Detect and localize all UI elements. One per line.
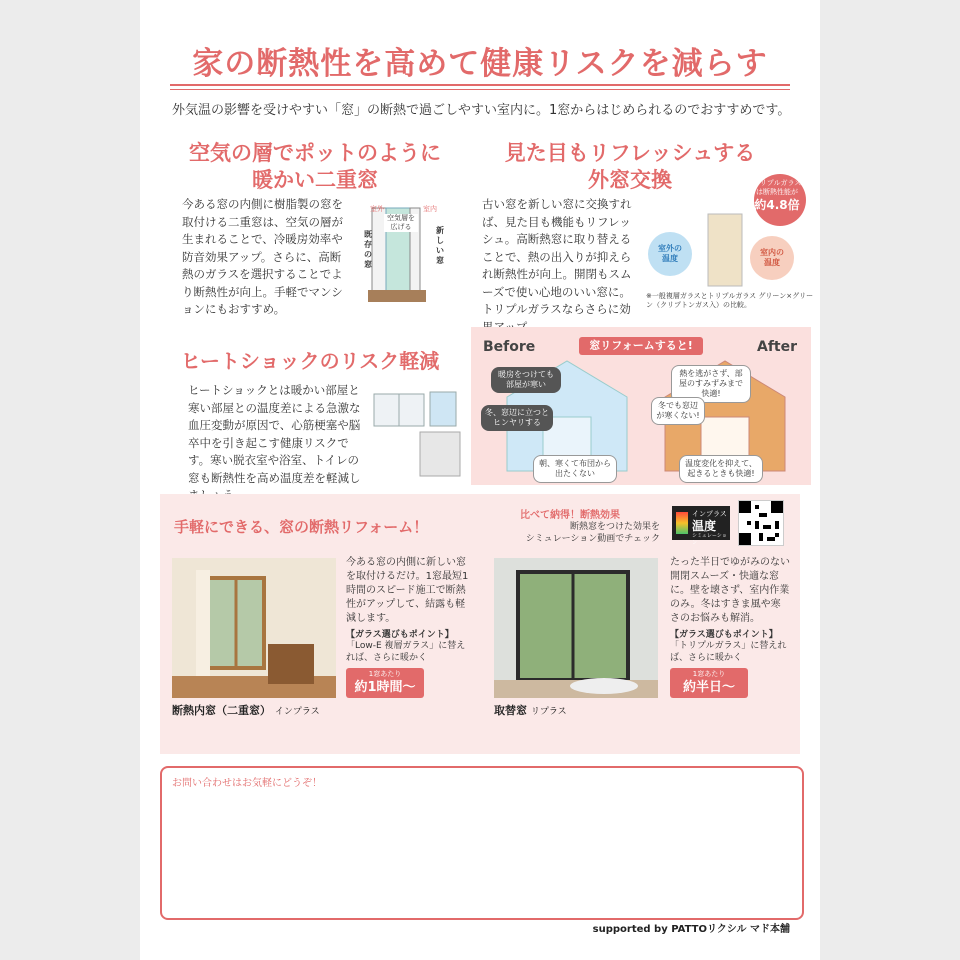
- inner-window-badge-small: 1窓あたり: [368, 670, 402, 678]
- before-after-panel: [471, 327, 811, 485]
- sec2-heading-line1: 見た目もリフレッシュする: [504, 141, 756, 165]
- replacement-window-point-body: 「トリプルガラス」に替えれば、さらに暖かく: [670, 641, 787, 663]
- outside-temp-label: 室外の温度: [658, 244, 682, 263]
- before-bubble-3: 朝、寒くて布団から出たくない: [533, 455, 617, 483]
- glass-comparison-note: ※一般複層ガラスとトリプルガラス グリーン×グリーン（クリプトンガス入）の比較。: [646, 292, 814, 309]
- label-new-window: 新しい窓: [436, 226, 444, 265]
- inner-window-caption: [172, 702, 320, 718]
- label-old-window: 既存の窓: [364, 230, 372, 269]
- inner-window-point: 【ガラス選びもポイント】: [346, 630, 454, 640]
- compare-sub-line1: 断熱窓をつけた効果を: [569, 522, 660, 532]
- after-bubble-3: 温度変化を抑えて、起きるときも快適!: [679, 455, 763, 483]
- compare-subtext: [500, 521, 660, 545]
- title-rule-bottom: [170, 89, 790, 90]
- label-inside: 室内: [423, 205, 437, 213]
- label-air-layer: 空気層を広げる: [384, 214, 418, 232]
- after-bubble-1: 熱を逃がさず、部屋のすみずみまで快適!: [671, 365, 751, 403]
- after-label: After: [757, 339, 798, 355]
- sec2-body: 古い窓を新しい窓に交換すれば、見た目も機能もリフレッシュ。高断熱窓に取り替えることで、熱の出入りが抑えられ断熱性が向上。開閉もスムーズで使い心地のいい窓に。トリプルガラスならさらに効: [482, 197, 632, 316]
- lead-text: 外気温の影響を受けやすい「窓」の断熱で過ごしやすい室内に。1窓からはじめられるのでおすすめです。: [172, 103, 791, 118]
- contact-box[interactable]: [160, 766, 804, 920]
- before-bubble-1: 暖房をつけても部屋が寒い: [491, 367, 561, 393]
- contact-label: お問い合わせはお気軽にどうぞ！: [172, 778, 322, 789]
- after-bubble-2: 冬でも窓辺が寒くない!: [651, 397, 705, 425]
- badge-line1: トリプルガラス: [752, 179, 802, 187]
- compare-sub-line2: シミュレーション動画でチェック: [525, 534, 660, 544]
- replacement-window-time-badge: [670, 668, 748, 698]
- thermo-icon: [676, 512, 688, 534]
- replacement-window-point: 【ガラス選びもポイント】: [670, 630, 778, 640]
- replacement-window-caption: [494, 702, 567, 718]
- title-rule-top: [170, 84, 790, 86]
- inner-window-caption-sub: インプラス: [274, 707, 320, 717]
- compare-heading: 比べて納得！断熱効果: [520, 510, 620, 521]
- before-label: Before: [483, 339, 536, 355]
- replacement-window-badge-big: 約半日〜: [682, 680, 735, 695]
- sec1-heading: [170, 140, 460, 194]
- inner-window-caption-main: 断熱内窓（二重窓）: [172, 704, 271, 717]
- logo-line2: 温度: [692, 519, 717, 533]
- triple-glass-badge: [742, 179, 812, 213]
- sec1-heading-line1: 空気の層でポットのように: [189, 141, 441, 165]
- sec3-heading: ヒートショックのリスク軽減: [180, 349, 440, 373]
- sec1-body: 今ある窓の内側に樹脂製の窓を取付ける二重窓は、空気の層が生まれることで、冷暖房効率や防音効果アップ。さらに、高断熱のガラスを選択することでより断熱性が向上。手軽でマンションにもおすすめ。: [182, 197, 343, 316]
- sec2-heading-line2: 外窓交換: [588, 168, 672, 192]
- qr-code[interactable]: [738, 500, 784, 546]
- sec3-body: ヒートショックとは暖かい部屋と寒い部屋との温度差による急激な血圧変動が原因で、心筋梗塞や脳卒中を引き起こす健康リスクです。寒い脱衣室や浴室、トイレの窓も断熱性を高め温度差を軽減し: [188, 383, 361, 485]
- bathroom-illustration: [372, 388, 462, 478]
- replacement-window-caption-main: 取替窓: [494, 704, 527, 717]
- before-bubble-2: 冬、窓辺に立つとヒンヤリする: [481, 405, 553, 431]
- inner-window-body: 今ある窓の内側に新しい窓を取付けるだけ。1窓最短1時間のスピード施工で断熱性がアップして、結露も軽減します。: [346, 557, 469, 624]
- inplus-temperature-logo[interactable]: [672, 506, 730, 546]
- replacement-window-body: たった半日でゆがみのない開閉スムーズ・快適な窓に。壁を壊さず、室内作業のみ。冬はすきま風や寒さのお悩みも解消。: [670, 557, 790, 624]
- badge-line2: は断熱性能が: [756, 188, 798, 196]
- logo-line3: シミュレーション: [692, 533, 727, 546]
- inner-window-time-badge: [346, 668, 424, 698]
- replacement-window-badge-small: 1窓あたり: [692, 670, 726, 678]
- sec1-heading-line2: 暖かい二重窓: [252, 168, 378, 192]
- reform-section: [160, 494, 800, 754]
- inner-window-point-body: 「Low-E 複層ガラス」に替えれば、さらに暖かく: [346, 641, 466, 663]
- replacement-window-caption-sub: リプラス: [530, 707, 567, 717]
- inner-window-photo: [172, 558, 336, 698]
- badge-ratio: 約4.8倍: [754, 198, 800, 212]
- replacement-window-photo: [494, 558, 658, 698]
- logo-line1: インプラス: [692, 510, 727, 518]
- inner-window-badge-big: 約1時間〜: [354, 680, 416, 695]
- reform-banner: 窓リフォームすると!: [579, 337, 703, 355]
- flyer-page: [140, 0, 820, 960]
- page-title: 家の断熱性を高めて健康リスクを減らす: [192, 46, 768, 82]
- footer-supported-by: supported by PATTOリクシル マド本舗: [592, 924, 790, 935]
- reform-title: 手軽にできる、窓の断熱リフォーム！: [174, 518, 429, 536]
- label-outside: 室外: [370, 205, 384, 213]
- inside-temp-label: 室内の温度: [760, 248, 784, 267]
